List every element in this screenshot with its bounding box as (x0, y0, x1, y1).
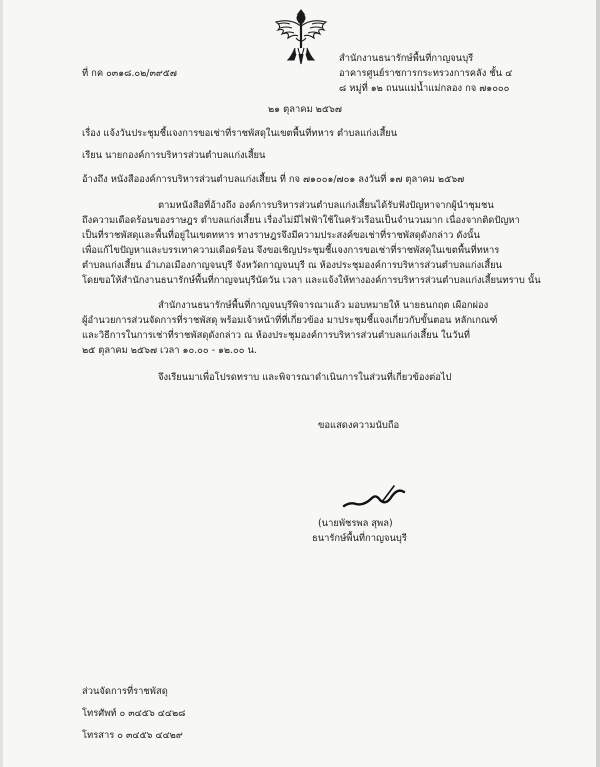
closing-salutation: ขอแสดงความนับถือ (318, 420, 400, 431)
body-p1-line: โดยขอให้สำนักงานธนารักษ์พื้นที่กาญจนบุรีนัดวัน เวลา และแจ้งให้ทางองค์การบริหารส่วนตำบลแก่งเสี้ยนทราบ นั้น (82, 275, 541, 286)
signer-title: ธนารักษ์พื้นที่กาญจนบุรี (312, 533, 407, 544)
signer-name: (นายพัชรพล สุพล) (318, 518, 393, 529)
org-address: ๘ หมู่ที่ ๑๒ ถนนแม่น้ำแม่กลอง กจ ๗๑๐๐๐ (339, 83, 510, 94)
scan-edge-left (0, 0, 3, 767)
subject-line: เรื่อง แจ้งวันประชุมชี้แจงการขอเช่าที่ราชพัสดุในเขตพื้นที่ทหาร ตำบลแก่งเสี้ยน (82, 128, 398, 139)
org-name: สำนักงานธนารักษ์พื้นที่กาญจนบุรี (339, 53, 474, 64)
body-p1-line: เป็นที่ราชพัสดุและพื้นที่อยู่ในเขตทหาร ทางราษฎรจึงมีความประสงค์ขอเช่าที่ราชพัสดุดังกล่าว ดังนั้น (82, 230, 480, 241)
recipient-line: เรียน นายกองค์การบริหารส่วนตำบลแก่งเสี้ยน (82, 150, 266, 161)
document-number: ที่ กค ๐๓๑๘.๐๒/๓๙๕๗ (82, 68, 177, 79)
footer-department: ส่วนจัดการที่ราชพัสดุ (82, 686, 168, 697)
body-closing-line: จึงเรียนมาเพื่อโปรดทราบ และพิจารณาดำเนินการในส่วนที่เกี่ยวข้องต่อไป (158, 372, 452, 383)
document-date: ๒๑ ตุลาคม ๒๕๖๗ (268, 104, 342, 115)
footer-phone: โทรศัพท์ ๐ ๓๔๕๖ ๔๔๒๘ (82, 708, 186, 719)
scan-edge-right (596, 0, 600, 767)
footer-fax: โทรสาร ๐ ๓๔๕๖ ๔๔๒๙ (82, 730, 183, 741)
body-p2-line: สำนักงานธนารักษ์พื้นที่กาญจนบุรีพิจารณาแล้ว มอบหมายให้ นายธนกฤต เผือกผ่อง (158, 300, 489, 311)
body-p2-line: ๒๕ ตุลาคม ๒๕๖๗ เวลา ๑๐.๐๐ - ๑๒.๐๐ น. (82, 345, 257, 356)
body-p1-line: ตำบลแก่งเสี้ยน อำเภอเมืองกาญจนบุรี จังหวัดกาญจนบุรี ณ ห้องประชุมองค์การบริหารส่วนตำบลแก่งเสี้ยน (82, 260, 502, 271)
reference-line: อ้างถึง หนังสือองค์การบริหารส่วนตำบลแก่งเสี้ยน ที่ กจ ๗๑๐๐๑/๗๐๑ ลงวันที่ ๑๗ ตุลาคม ๒๕๖๗ (82, 174, 465, 185)
body-p1-line: เพื่อแก้ไขปัญหาและบรรเทาความเดือดร้อน จึงขอเชิญประชุมชี้แจงการขอเช่าที่ราชพัสดุในเขตพื้นที่ทหาร (82, 245, 500, 256)
body-p1-line: ถึงความเดือดร้อนของราษฎร ตำบลแก่งเสี้ยน เรื่องไม่มีไฟฟ้าใช้ในครัวเรือนเป็นจำนวนมาก เนื่องจากติดปัญหา (82, 215, 520, 226)
body-p2-line: ผู้อำนวยการส่วนจัดการที่ราชพัสดุ พร้อมเจ้าหน้าที่ที่เกี่ยวข้อง มาประชุมชี้แจงเกี่ยวกับขั้นตอน หลักเกณฑ์ (82, 315, 498, 326)
body-p1-line: ตามหนังสือที่อ้างถึง องค์การบริหารส่วนตำบลแก่งเสี้ยนได้รับฟังปัญหาจากผู้นำชุมชน (158, 200, 494, 211)
org-building: อาคารศูนย์ราชการกระทรวงการคลัง ชั้น ๔ (339, 68, 513, 79)
body-p2-line: และวิธีการในการเช่าที่ราชพัสดุดังกล่าว ณ ห้องประชุมองค์การบริหารส่วนตำบลแก่งเสี้ยน ในวันที่ (82, 330, 470, 341)
signature-icon (342, 484, 412, 510)
garuda-emblem-icon (268, 4, 334, 70)
